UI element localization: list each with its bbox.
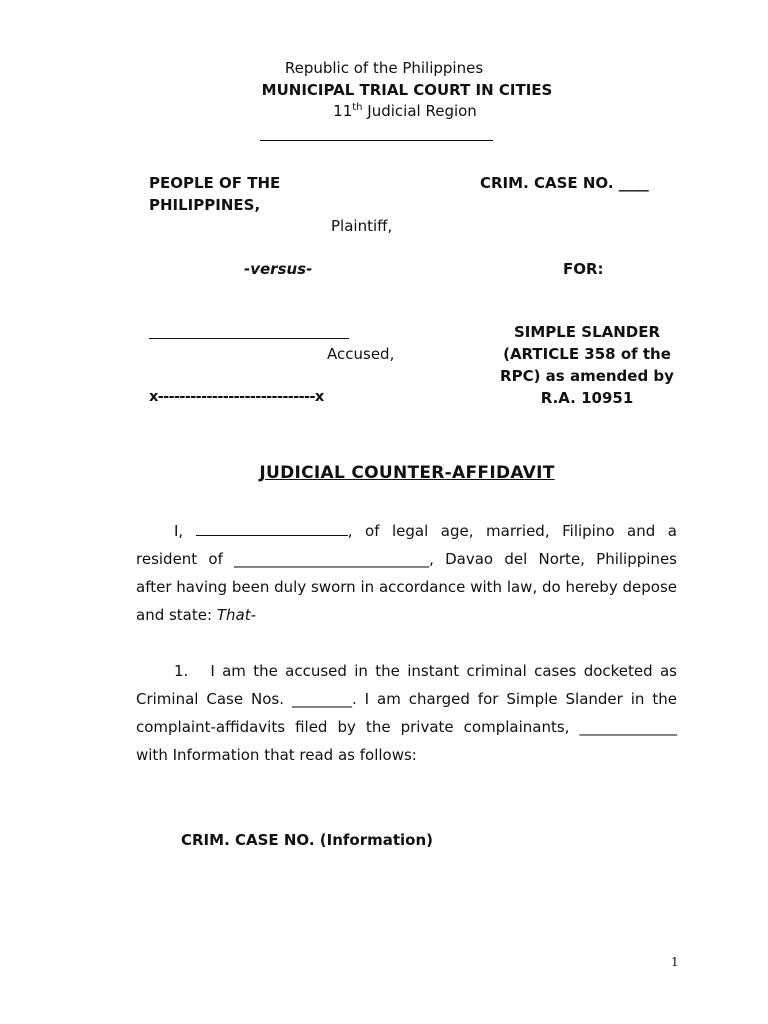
intro-paragraph xyxy=(136,517,677,629)
information-heading: CRIM. CASE NO. (Information) xyxy=(181,831,434,849)
header-underline xyxy=(260,140,493,141)
accused-name-blank xyxy=(149,338,349,339)
item-1-text-3: with Information that read as follows: xyxy=(136,746,417,764)
for-label: FOR: xyxy=(563,260,604,278)
region-number: 11 xyxy=(333,102,353,120)
case-number-blank: ____ xyxy=(618,174,649,192)
case-nos-blank: ________ xyxy=(291,690,352,708)
versus-label: -versus- xyxy=(244,260,313,278)
republic-line: Republic of the Philippines xyxy=(284,59,484,77)
offense-line-4: R.A. 10951 xyxy=(540,389,634,407)
accused-label: Accused, xyxy=(327,345,395,363)
residence-blank: __________________________ xyxy=(234,550,430,568)
case-number-text: CRIM. CASE NO. xyxy=(480,174,614,192)
region-ordinal: th xyxy=(352,102,363,113)
offense-line-2: (ARTICLE 358 of the xyxy=(503,345,671,363)
complainants-blank: _____________ xyxy=(579,718,677,736)
plaintiff-name-line-2: PHILIPPINES, xyxy=(149,196,261,214)
plaintiff-name-line-1: PEOPLE OF THE xyxy=(149,174,281,192)
document-title: JUDICIAL COUNTER-AFFIDAVIT xyxy=(259,463,555,483)
intro-text-3: , Davao del Norte, Philippines after having been duly sworn in accordance with law, do hereby depose and state: xyxy=(136,550,677,624)
offense-line-3: RPC) as amended by xyxy=(500,367,674,385)
offense-line-1: SIMPLE SLANDER xyxy=(513,323,661,341)
intro-text-2: , of legal age, married, Filipino and a resident of xyxy=(136,522,677,568)
item-1-text-2: . I am charged for Simple Slander in the complaint-affidavits filed by the private complainants, xyxy=(136,690,677,736)
caption-separator: x-----------------------------x xyxy=(149,389,324,405)
judicial-region xyxy=(0,102,768,120)
item-1-number: 1. xyxy=(174,662,189,680)
case-number-label xyxy=(480,172,649,194)
intro-text-1: I, xyxy=(174,522,184,540)
offense-block xyxy=(474,321,700,409)
page-number: 1 xyxy=(671,955,679,969)
item-1-text-1: I am the accused in the instant criminal cases docketed as Criminal Case Nos. xyxy=(136,662,678,708)
court-name: MUNICIPAL TRIAL COURT IN CITIES xyxy=(261,81,553,99)
plaintiff-label: Plaintiff, xyxy=(331,217,393,235)
item-1-paragraph xyxy=(136,657,677,769)
region-text: Judicial Region xyxy=(362,102,477,120)
affiant-name-blank xyxy=(196,519,348,536)
that-label: That- xyxy=(216,606,256,624)
